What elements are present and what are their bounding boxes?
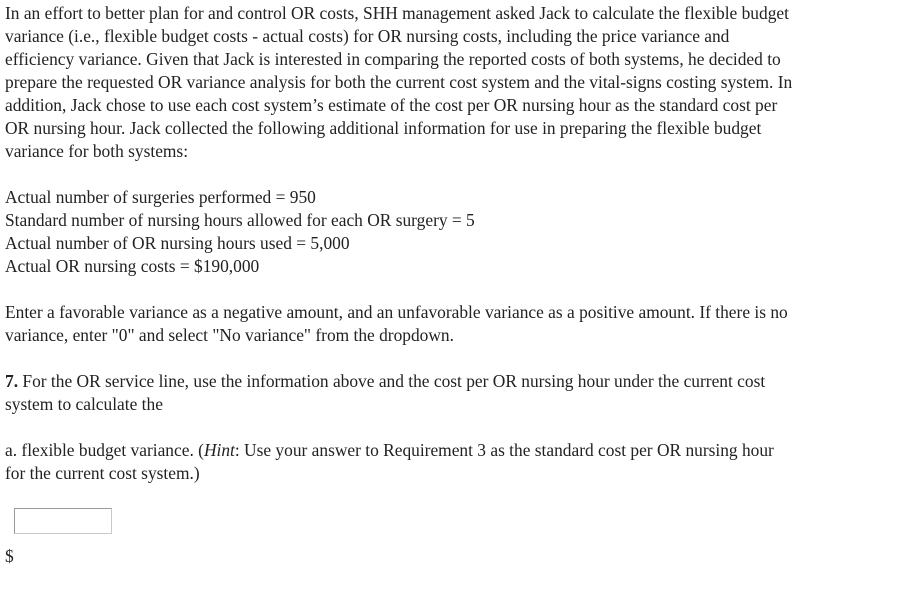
fact-surgeries: Actual number of surgeries performed = 950 [5,187,316,207]
fact-actual-costs: Actual OR nursing costs = $190,000 [5,256,260,276]
intro-paragraph: In an effort to better plan for and control OR costs, SHH management asked Jack to calculate the flexible budget variance (i.e., flexible budget costs - actual costs) for OR nursing costs, including the price variance and efficiency variance. Given that Jack is interested in comparing the reported costs of both systems, he decided to prepare the requested OR variance analysis for both the current cost system and the vital-signs costing system. In addition, Jack chose to use each cost system’s estimate of the cost per OR nursing hour as the standard cost per OR nursing hour. Jack collected the following additional information for use in preparing the flexible budget variance for both systems: [5,3,793,161]
facts-list [5,186,795,278]
question-number: 7. [5,371,19,391]
fact-actual-hours: Actual number of OR nursing hours used = 5,000 [5,233,350,253]
question-text: For the OR service line, use the information above and the cost per OR nursing hour under the current cost system to calculate the [5,371,766,414]
fact-standard-hours: Standard number of nursing hours allowed for each OR surgery = 5 [5,210,475,230]
hint-text: : Use your answer to Requirement 3 as the standard cost per OR nursing hour for the current cost system.) [5,440,774,483]
flexible-budget-variance-input[interactable] [14,508,112,534]
part-a-prefix: a. flexible budget variance. ( [5,440,204,460]
problem-content [5,2,795,485]
question-7 [5,370,795,416]
currency-symbol: $ [5,546,14,566]
instructions-paragraph: Enter a favorable variance as a negative amount, and an unfavorable variance as a positive amount. If there is no variance, enter "0" and select "No variance" from the dropdown. [5,302,788,345]
part-a-prompt [5,439,795,485]
hint-label: Hint [203,440,235,460]
